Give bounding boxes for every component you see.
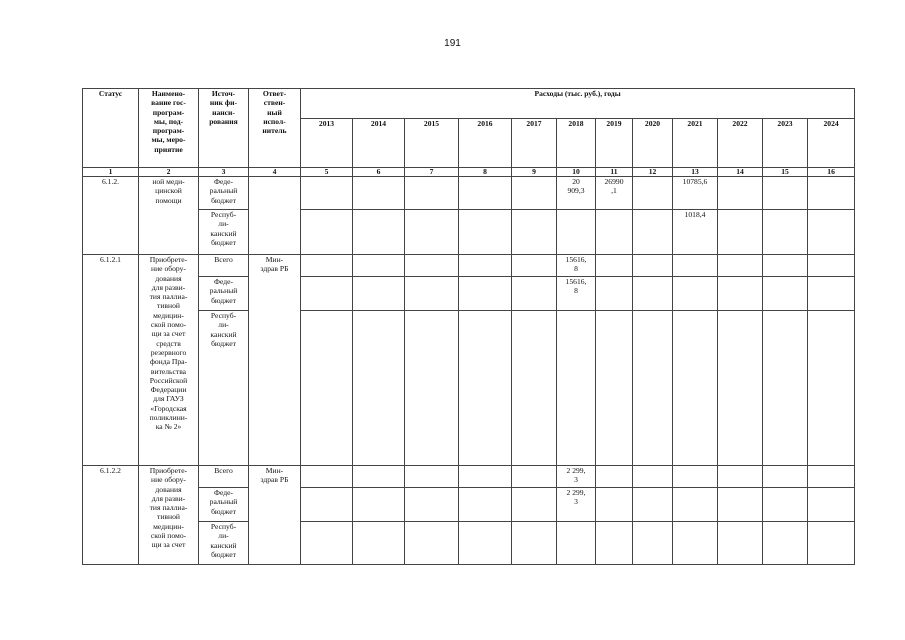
value-cell	[763, 311, 808, 466]
value-cell	[353, 255, 405, 277]
header-expenses: Расходы (тыс. руб.), годы	[301, 89, 855, 119]
value-cell	[763, 255, 808, 277]
value-cell	[808, 255, 855, 277]
value-cell	[459, 522, 512, 565]
column-number: 12	[633, 168, 673, 177]
value-cell	[718, 177, 763, 210]
header-year: 2024	[808, 119, 855, 168]
table-row	[83, 255, 855, 277]
value-cell	[353, 466, 405, 488]
value-cell: 1018,4	[673, 210, 718, 255]
value-cell	[596, 210, 633, 255]
funding-source-cell: Всего	[199, 466, 249, 488]
table-row	[83, 311, 855, 466]
value-cell: 2 299, 3	[557, 488, 596, 522]
value-cell	[763, 177, 808, 210]
value-cell	[353, 210, 405, 255]
value-cell	[512, 277, 557, 311]
header-year: 2020	[633, 119, 673, 168]
funding-source-cell: Феде- ральный бюджет	[199, 177, 249, 210]
value-cell	[405, 311, 459, 466]
value-cell	[557, 522, 596, 565]
value-cell	[633, 488, 673, 522]
value-cell	[673, 522, 718, 565]
value-cell	[512, 210, 557, 255]
value-cell	[459, 210, 512, 255]
value-cell	[301, 210, 353, 255]
header-year: 2014	[353, 119, 405, 168]
table-row	[83, 466, 855, 488]
value-cell	[633, 255, 673, 277]
value-cell	[808, 177, 855, 210]
value-cell	[512, 466, 557, 488]
header-name: Наимено- вание гос- програм- мы, под- програм- мы, меро- приятие	[139, 89, 199, 168]
value-cell	[633, 311, 673, 466]
table-row	[83, 488, 855, 522]
value-cell	[718, 488, 763, 522]
value-cell	[673, 466, 718, 488]
value-cell	[459, 466, 512, 488]
status-cell: 6.1.2.2	[83, 466, 139, 565]
value-cell	[808, 210, 855, 255]
value-cell	[763, 488, 808, 522]
value-cell	[596, 277, 633, 311]
measure-name-cell: Приобрете- ние обору- дования для разви- тия паллиа- тивной медицин- ской помо- щи за счет средств резервного фонда Пра- вительства Российской Федерации для ГАУЗ «Городская поликлини- ка № 2»	[139, 255, 199, 466]
header-source: Источ- ник фи- нанси- рования	[199, 89, 249, 168]
value-cell	[405, 210, 459, 255]
funding-source-cell: Феде- ральный бюджет	[199, 488, 249, 522]
value-cell	[557, 210, 596, 255]
header-year: 2018	[557, 119, 596, 168]
responsible-cell: Мин- здрав РБ	[249, 255, 301, 466]
column-number: 13	[673, 168, 718, 177]
header-year: 2013	[301, 119, 353, 168]
value-cell	[718, 522, 763, 565]
value-cell	[718, 255, 763, 277]
header-year: 2021	[673, 119, 718, 168]
value-cell	[673, 488, 718, 522]
value-cell	[633, 210, 673, 255]
value-cell	[512, 488, 557, 522]
column-number: 11	[596, 168, 633, 177]
value-cell	[763, 466, 808, 488]
page-number: 191	[444, 38, 461, 49]
value-cell	[405, 488, 459, 522]
value-cell	[718, 210, 763, 255]
value-cell	[301, 311, 353, 466]
column-number: 7	[405, 168, 459, 177]
column-number: 15	[763, 168, 808, 177]
value-cell	[405, 277, 459, 311]
funding-source-cell: Феде- ральный бюджет	[199, 277, 249, 311]
value-cell	[763, 210, 808, 255]
column-number: 4	[249, 168, 301, 177]
value-cell	[808, 488, 855, 522]
funding-source-cell: Респуб- ли- канский бюджет	[199, 522, 249, 565]
value-cell	[405, 255, 459, 277]
value-cell	[459, 177, 512, 210]
value-cell: 15616, 8	[557, 255, 596, 277]
value-cell	[459, 311, 512, 466]
value-cell	[353, 177, 405, 210]
header-year: 2017	[512, 119, 557, 168]
table-row	[83, 177, 855, 210]
status-cell: 6.1.2.1	[83, 255, 139, 466]
table-row	[83, 277, 855, 311]
header-status: Статус	[83, 89, 139, 168]
header-year: 2023	[763, 119, 808, 168]
value-cell	[633, 466, 673, 488]
header-year: 2022	[718, 119, 763, 168]
value-cell	[512, 311, 557, 466]
value-cell	[673, 277, 718, 311]
value-cell	[301, 277, 353, 311]
column-number: 2	[139, 168, 199, 177]
column-number: 14	[718, 168, 763, 177]
value-cell	[763, 522, 808, 565]
value-cell	[596, 255, 633, 277]
value-cell	[718, 277, 763, 311]
funding-source-cell: Респуб- ли- канский бюджет	[199, 311, 249, 466]
value-cell	[596, 488, 633, 522]
value-cell	[353, 277, 405, 311]
value-cell: 2 299, 3	[557, 466, 596, 488]
value-cell	[673, 255, 718, 277]
header-year: 2015	[405, 119, 459, 168]
value-cell	[673, 311, 718, 466]
value-cell	[459, 277, 512, 311]
measure-name-cell: Приобрете- ние обору- дования для разви- тия паллиа- тивной медицин- ской помо- щи за счет	[139, 466, 199, 565]
table-row	[83, 522, 855, 565]
value-cell	[353, 522, 405, 565]
value-cell	[353, 488, 405, 522]
column-number: 1	[83, 168, 139, 177]
column-number: 16	[808, 168, 855, 177]
measure-name-cell: ной меди- цинской помощи	[139, 177, 199, 255]
header-year: 2016	[459, 119, 512, 168]
value-cell	[405, 522, 459, 565]
column-number: 10	[557, 168, 596, 177]
value-cell: 10785,6	[673, 177, 718, 210]
value-cell	[633, 277, 673, 311]
value-cell	[301, 255, 353, 277]
value-cell	[301, 488, 353, 522]
value-cell	[459, 488, 512, 522]
column-number: 3	[199, 168, 249, 177]
responsible-cell	[249, 177, 301, 255]
header-responsible: Ответ- ствен- ный испол- нитель	[249, 89, 301, 168]
value-cell	[633, 522, 673, 565]
value-cell: 20 909,3	[557, 177, 596, 210]
column-number: 6	[353, 168, 405, 177]
value-cell	[512, 255, 557, 277]
funding-source-cell: Респуб- ли- канский бюджет	[199, 210, 249, 255]
value-cell	[512, 522, 557, 565]
value-cell	[718, 466, 763, 488]
table-row	[83, 210, 855, 255]
value-cell	[301, 177, 353, 210]
value-cell	[596, 311, 633, 466]
value-cell	[633, 177, 673, 210]
value-cell	[405, 177, 459, 210]
value-cell	[808, 466, 855, 488]
value-cell	[808, 522, 855, 565]
value-cell	[301, 466, 353, 488]
value-cell	[512, 177, 557, 210]
value-cell: 15616, 8	[557, 277, 596, 311]
value-cell	[718, 311, 763, 466]
responsible-cell: Мин- здрав РБ	[249, 466, 301, 565]
column-number: 8	[459, 168, 512, 177]
value-cell	[405, 466, 459, 488]
value-cell	[459, 255, 512, 277]
value-cell	[808, 311, 855, 466]
status-cell: 6.1.2.	[83, 177, 139, 255]
value-cell	[353, 311, 405, 466]
value-cell	[596, 466, 633, 488]
column-number: 9	[512, 168, 557, 177]
header-year: 2019	[596, 119, 633, 168]
value-cell: 26990 ,1	[596, 177, 633, 210]
value-cell	[596, 522, 633, 565]
value-cell	[808, 277, 855, 311]
column-number: 5	[301, 168, 353, 177]
value-cell	[763, 277, 808, 311]
funding-source-cell: Всего	[199, 255, 249, 277]
value-cell	[557, 311, 596, 466]
value-cell	[301, 522, 353, 565]
expenses-table	[82, 88, 855, 565]
